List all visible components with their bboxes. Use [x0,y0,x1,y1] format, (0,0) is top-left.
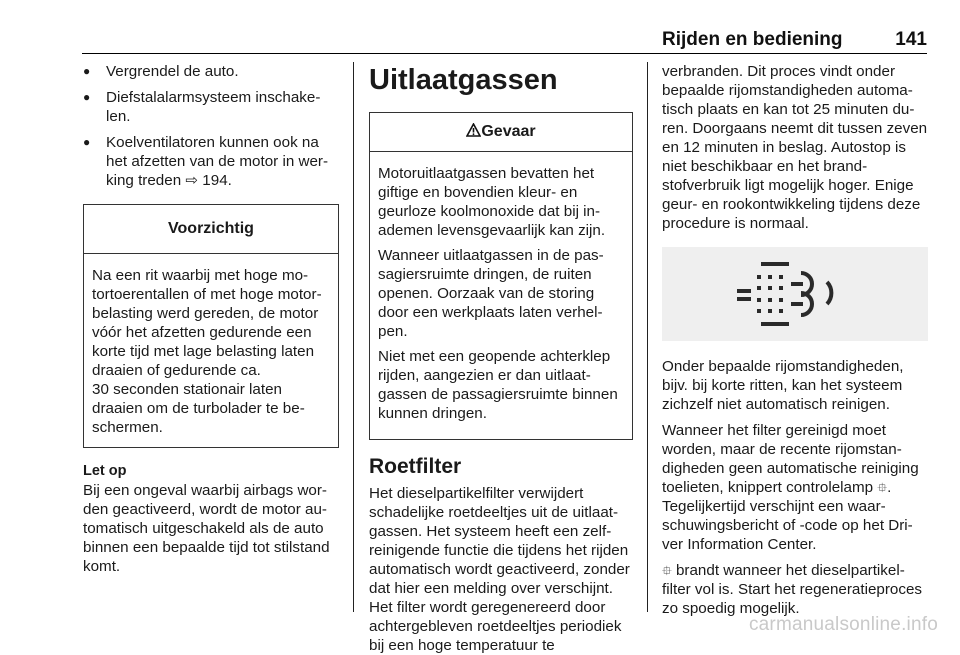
warning-text: Wanneer uitlaatgassen in de passagiersruimte dringen, de ruiten openen. Oorzaak van de storing door een werkplaats laten verhelpen. [378,247,604,340]
column-middle [369,62,633,655]
page-header [662,26,927,54]
warning-title: Gevaar [481,123,536,140]
column-divider [647,62,648,612]
caution-title: Voorzichtig [84,205,338,254]
caution-box [83,204,339,448]
warning-header [370,113,632,152]
warning-text: Motoruitlaatgassen bevatten het giftige en bovendien kleur- en geurloze koolmonoxide dat bij inademen levensgevaarlijk kan zijn. [378,165,606,239]
warning-triangle-icon [466,123,481,137]
warning-text: Niet met een geopende achterklep rijden, aangezien er dan uitlaatgassen de passagiersruimte binnen kunnen dringen. [378,348,618,422]
body-text: verbranden. Dit proces vindt onder bepaalde rijomstandigheden automatisch plaats en kan tot 25 minuten duren. Doorgaans neemt dit tussen zeven en 12 minuten in beslag. Autostop is niet beschikbaar en het brandstofverbruik ligt mogelijk hoger. Enige geur- en rookontwikkeling tijdens deze procedure is normaal. [662,63,928,232]
section-heading: Uitlaatgassen [369,64,558,96]
warning-box [369,112,633,440]
diesel-particle-filter-icon: ⯐ [877,480,888,495]
body-text-part: Wanneer het filter gereinigd moet worden, maar de recente rijomstandigheden geen automatische reiniging toelieten, knippert controlelamp [662,422,919,496]
body-text: Onder bepaalde rijomstandigheden, bijv. bij korte ritten, kan het systeem zichzelf niet automatisch reinigen. [662,358,904,413]
warning-body [370,152,632,439]
diesel-particle-filter-icon: ⯐ [662,563,672,578]
note-block [83,462,339,576]
body-text: Het dieselpartikelfilter verwijdert schadelijke roetdeeltjes uit de uitlaatgassen. Het systeem heeft een zelfreinigende functie die tijdens het rijden automatisch wordt geactiveerd, zonder dat hier een melding over verschijnt. Het filter wordt geregenereerd door achtergebleven roetdeeltjes periodiek bij een hoge temperatuur te [369,485,630,654]
body-text [662,561,928,618]
caution-text: Na een rit waarbij met hoge motortoerentallen of met hoge motorbelasting werd gereden, de motor vóór het afzetten gedurende een korte tijd met lage belasting laten draaien of gedurende ca. [92,267,322,379]
list-item: ● Koelventilatoren kunnen ook na het afzetten van de motor in werking treden ⇨ 194. [83,133,339,190]
caution-text: 30 seconden stationair laten draaien om de turbolader te beschermen. [92,381,305,436]
list-item: ● Diefstalalarmsysteem inschakelen. [83,88,339,126]
page-number: 141 [895,29,927,50]
note-text: Bij een ongeval waarbij airbags worden geactiveerd, wordt de motor automatisch uitgeschakeld als de auto binnen een bepaalde tijd tot stilstand komt. [83,482,330,575]
caution-body [84,254,338,447]
bullet-list [83,62,339,190]
watermark: carmanualsonline.info [748,614,938,635]
column-right [662,62,928,625]
body-text-part: . Tegelijkertijd verschijnt een waarschuwingsbericht of -code op het Driver Information Center. [662,479,913,553]
header-rule [82,53,927,54]
note-title: Let op [83,463,127,479]
chapter-title: Rijden en bediening [662,29,843,50]
column-divider [353,62,354,612]
diesel-particle-filter-icon [735,262,855,326]
subsection-heading: Roetfilter [369,455,462,478]
column-left [83,62,339,576]
indicator-illustration [662,247,928,341]
list-item: ● Vergrendel de auto. [83,62,339,81]
body-text-part: brandt wanneer het dieselpartikelfilter vol is. Start het regeneratieproces zo spoedig mogelijk. [662,562,922,617]
body-text [662,421,928,554]
